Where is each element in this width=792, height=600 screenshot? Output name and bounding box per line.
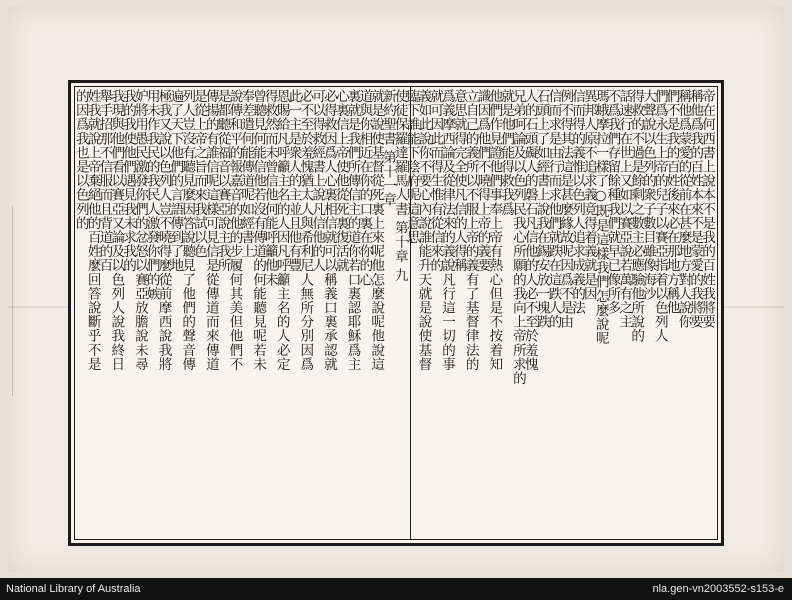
text-column: 臨下誰能下陰府呢這意思 bbox=[403, 89, 420, 245]
text-column: 異邦人原不追求義竟得着義就是因 bbox=[580, 89, 597, 301]
text-column: 可以得救經書上說凡信他的人 bbox=[309, 89, 326, 273]
text-column: 遍了天下他們的言語傳到了地 bbox=[167, 89, 184, 273]
text-column: 姓我就說上帝棄絕他的百姓麼回答說斷乎不是 bbox=[84, 89, 101, 371]
margin-mark bbox=[12, 206, 13, 396]
text-column: 是從上帝之旨而來我試以色 bbox=[190, 89, 207, 259]
text-column: 兄弟呵論及以色列民我心所願的我向上帝所求的 bbox=[509, 89, 526, 386]
text-column: 使徒保羅達羅馬人書 第十章 九 bbox=[391, 89, 408, 282]
text-column: 爲義摩西論及從律法來的義說凡行這一切的事 bbox=[439, 89, 456, 371]
text-column: 傳揚的有誰信呢這樣可見信是從傳道而來傳道 bbox=[202, 89, 219, 371]
text-column: 新約聖書 第十一章 bbox=[380, 89, 396, 207]
text-column: 的因爲我也是以色列的 bbox=[72, 89, 89, 230]
text-column: 就可因此而得生惟有從信來的 bbox=[427, 89, 444, 273]
text-column: 妒將用愚民激發你們的忿怒以賽亞放膽說未尋 bbox=[131, 89, 148, 371]
text-column: 極我又說以色列人豈不曉得麼從前摩西說我將 bbox=[155, 89, 172, 371]
text-column: 裏就是我們所傳信主的道你若口裏認耶穌爲主 bbox=[344, 89, 361, 371]
text-column: 得救的不過是餘剩之數主必應驗他所說的 bbox=[628, 89, 645, 343]
footer-id: nla.gen-vn2003552-s153-e bbox=[652, 583, 784, 595]
text-column: 信而求是由行而求他們就跌在這跌人的 bbox=[545, 89, 562, 329]
text-column: 瑪蛾摩拉一樣了○既是這樣我們怎麼說呢 bbox=[592, 89, 609, 346]
text-column: 稱他爲我的百姓本來不是蒙愛的我將要 bbox=[687, 89, 704, 329]
printed-page-frame bbox=[68, 80, 724, 546]
text-column: 列人豈沒有聽見麼因答說聽見了他們的聲音傳 bbox=[179, 89, 196, 371]
footer-source: National Library of Australia bbox=[6, 583, 141, 595]
text-column: 大聲說以色列的衆子數目雖像海沙 bbox=[639, 89, 656, 301]
page-divider bbox=[410, 87, 411, 539]
text-column: 恩賜給凡呼籲主名的人因凡呼籲主名的人必定 bbox=[273, 89, 290, 371]
text-column: 道與你相近在你的口裏在你的心 bbox=[356, 89, 373, 287]
text-column: 就是他們能得救我爲 bbox=[498, 89, 515, 216]
text-column: 用未作我民的我民人激發你們的嫉 bbox=[143, 89, 160, 301]
text-column: 此一主是衆人的主並且他有豐 bbox=[285, 89, 302, 273]
text-column: 曾聽見何能信他若沒有傳道的何能聽見呢若未 bbox=[250, 89, 267, 371]
text-block bbox=[74, 86, 718, 540]
text-column: 意思就得完全使凡信的人得稱 bbox=[450, 89, 467, 273]
text-column: 話速行在世上又如以賽亞說若萬有之主 bbox=[616, 89, 633, 329]
text-column: 石頭上了如經書上說我在錫安放一塊跌 bbox=[533, 89, 550, 329]
text-column: 們爲永生上帝的兒子以賽亞指着以色列人 bbox=[651, 89, 668, 343]
text-column: 說傳和平的報嘉音的他的步履何其美但他們不 bbox=[226, 89, 243, 371]
text-column: 我現與他們看以賽亞又論及以色列人說我終日 bbox=[108, 89, 125, 371]
text-column: 舉手招那不信服而且背道的百 bbox=[96, 89, 113, 273]
text-column: 必不至於羞愧猶太人與希利尼人無所分別因爲 bbox=[297, 89, 314, 371]
text-column: 心裏信上帝使他從死裏復活就 bbox=[332, 89, 349, 273]
text-column: 信而得的義惟以色列人追求成義的法 bbox=[569, 89, 586, 315]
text-column: 稱他爲蒙愛的從前在甚麼地方對人說你 bbox=[675, 89, 692, 329]
text-column: 例不得其法這是甚麼緣故呢因爲不是由 bbox=[557, 89, 574, 329]
text-column: 就是說使基督從死裏上來呢他怎麼說呢他說這 bbox=[368, 89, 385, 371]
text-column: 們不是我的百姓後來必在那地方稱他 bbox=[663, 89, 680, 315]
text-column: 不爲我們存留餘種我們就早已像所多 bbox=[604, 89, 621, 315]
text-column: 人的石頭礙人的磐石凡信他的人必不至於羞愧 bbox=[521, 89, 538, 371]
text-column: 識因爲他們不曉得上帝的義要 bbox=[474, 89, 491, 273]
text-column: 立自己的義所以不服上帝的義有了基督律法的 bbox=[462, 89, 479, 371]
text-column: 他們作見證他們事奉上帝有熱心但是不按着知 bbox=[486, 89, 503, 371]
text-column: 必得救因爲人心裏相信就可以稱義口裏承認就 bbox=[320, 89, 337, 371]
text-column: 義如此說你不要心內說誰能升天就是說使基督 bbox=[415, 89, 432, 371]
text-column: 是都聽從福音以賽亞說主我所 bbox=[214, 89, 231, 273]
text-column: 帝在何西書上說本不是我的百姓我將要 bbox=[699, 89, 715, 329]
text-column: 得救然而未曾信他何能呼籲他未 bbox=[261, 89, 278, 287]
footer-bar bbox=[0, 578, 792, 600]
text-column: 奉差遣何能傳道呢如經書上 bbox=[238, 89, 255, 259]
text-column: 我的我使他們遇見我未求我的 bbox=[120, 89, 137, 273]
